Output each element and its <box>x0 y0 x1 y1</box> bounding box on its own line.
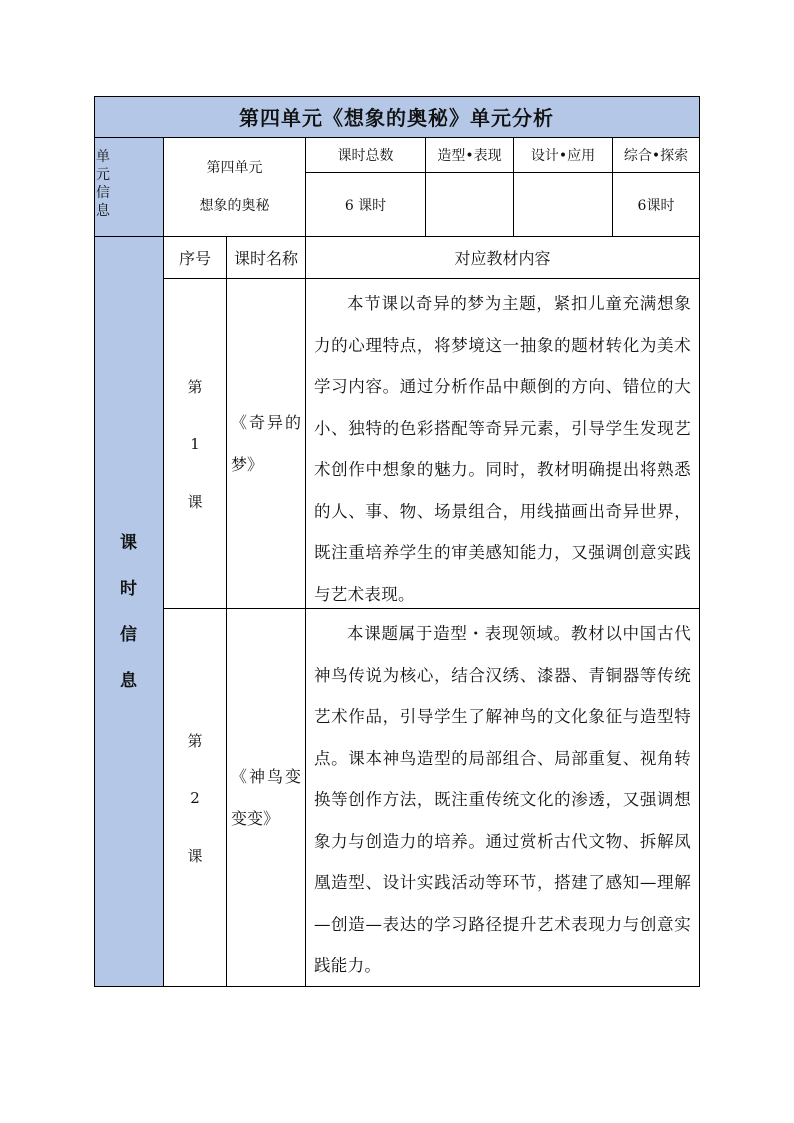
value-total-hours: 6 课时 <box>306 173 426 237</box>
lesson-1-number <box>164 279 227 609</box>
lesson-1-content-text: 本节课以奇异的梦为主题，紧扣儿童充满想象力的心理特点，将梦境这一抽象的题材转化为美术学习内容。通过分析作品中颠倒的方向、错位的大小、独特的色彩搭配等奇异元素，引导学生发现艺术创作中想象的魅力。同时，教材明确提出将熟悉的人、事、物、场景组合，用线描画出奇异世界，既注重培养学生的审美感知能力，又强调创意实践与艺术表现。 <box>314 294 691 604</box>
lesson-2-content <box>306 609 700 987</box>
col-header-content: 对应教材内容 <box>306 237 700 279</box>
unit-name-line2: 想象的奥秘 <box>199 198 270 214</box>
lesson-info-label-char: 时 <box>120 578 137 599</box>
unit-name-line1: 第四单元 <box>206 160 263 176</box>
lesson-2-name: 《神鸟变变变》 <box>227 609 306 987</box>
header-total-hours: 课时总数 <box>306 138 426 173</box>
lesson-number-char: 第 <box>187 377 203 396</box>
lesson-number-char: 2 <box>190 788 200 807</box>
col-header-number: 序号 <box>164 237 227 279</box>
unit-info-label-char: 单 <box>96 149 110 165</box>
header-comprehensive-exploration: 综合•探索 <box>613 138 700 173</box>
lesson-info-label-char: 息 <box>120 670 137 691</box>
lesson-2-content-text: 本课题属于造型・表现领域。教材以中国古代神鸟传说为核心，结合汉绣、漆器、青铜器等传统艺术作品，引导学生了解神鸟的文化象征与造型特点。课本神鸟造型的局部组合、局部重复、视角转换等创作方法，既注重传统文化的渗透，又强调想象力与创造力的培养。通过赏析古代文物、拆解凤凰造型、设计实践活动等环节，搭建了感知—理解—创造—表达的学习路径提升艺术表现力与创意实践能力。 <box>314 624 691 975</box>
lesson-number-char: 第 <box>187 731 203 750</box>
lesson-number-char: 1 <box>190 434 200 453</box>
col-header-lesson-name: 课时名称 <box>227 237 306 279</box>
value-comprehensive-exploration: 6课时 <box>613 173 700 237</box>
unit-info-label-char: 信 <box>96 185 110 201</box>
lesson-1-name: 《奇异的梦》 <box>227 279 306 609</box>
unit-info-label-char: 元 <box>96 167 110 183</box>
unit-info-side-label <box>94 138 164 237</box>
lesson-2-number <box>164 609 227 987</box>
lesson-info-label-char: 信 <box>120 624 137 645</box>
header-design-application: 设计•应用 <box>514 138 613 173</box>
header-modeling-expression: 造型•表现 <box>426 138 514 173</box>
lesson-number-char: 课 <box>187 492 203 511</box>
unit-name-cell <box>164 138 306 237</box>
lesson-number-char: 课 <box>187 846 203 865</box>
lesson-1-content <box>306 279 700 609</box>
document-title: 第四单元《想象的奥秘》单元分析 <box>94 96 700 138</box>
lesson-info-label-char: 课 <box>120 532 137 553</box>
value-modeling-expression <box>426 173 514 237</box>
lesson-info-side-label <box>94 237 164 987</box>
unit-info-label-char: 息 <box>96 203 110 219</box>
value-design-application <box>514 173 613 237</box>
